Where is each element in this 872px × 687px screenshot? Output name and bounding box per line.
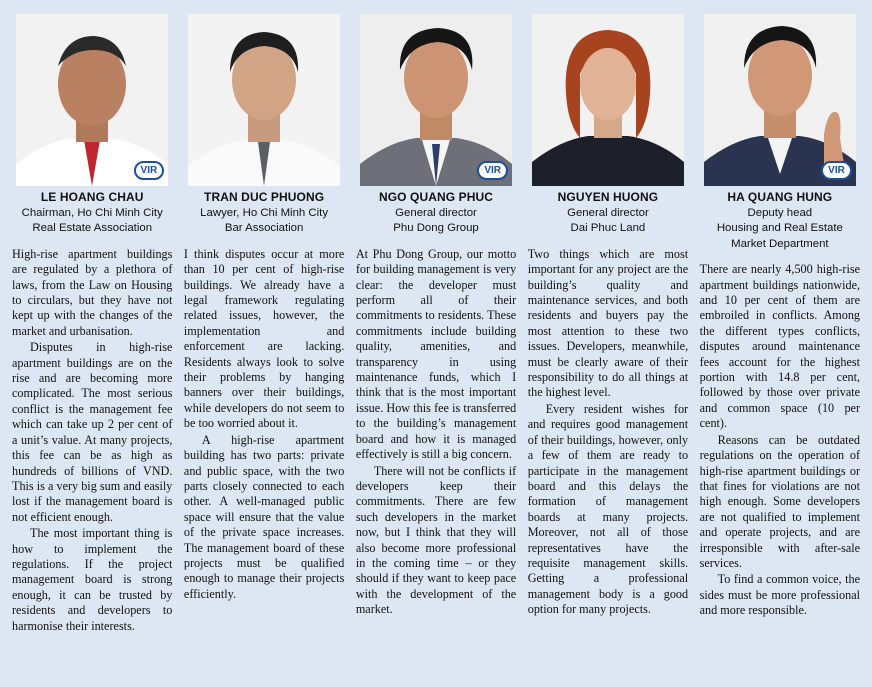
portrait-photo [532, 14, 684, 186]
quote-text: I think disputes occur at more than 10 per cent of high-rise buildings. We already have a legal framework regulating related issues, however, the implementation and enforcement are lacking. Residents always look to solve their problems by hanging banners over their buildings, while developers do not seem to be too worried about it. A high-rise apartment building has two parts: private and public space, with the two parts closely connected to each other. A well-managed public space will ensure that the value of the private space increases. The management board of these projects must be qualified enough to manage their projects efficiently. [183, 246, 345, 601]
mic-flag-label: VIR [134, 161, 165, 180]
portrait-photo [16, 14, 168, 186]
person-name: NGUYEN HUONG [557, 190, 659, 204]
portrait-photo [704, 14, 856, 186]
portrait-photo [188, 14, 340, 186]
profile-column [524, 14, 692, 687]
person-title: General director Dai Phuc Land [567, 207, 649, 235]
profile-column [180, 14, 348, 687]
portrait-photo [360, 14, 512, 186]
quote-text: High-rise apartment buildings are regulated by a plethora of laws, from the Law on Housing to circulars, but they have not kept up with the changes of the market and urbanisation. Disputes in high-rise apartment buildings are on the rise and are becoming more complicated. The most serious conflict is the management fee which can take up 2 per cent of a unit’s value. At many projects, this fee can be as high as hundreds of billions of VND. This is a very big sum and easily lost if the management board is not efficient enough. The most important thing is how to implement the regulations. If the project management board is strong enough, it can be trusted by residents and developers to harmonise their interests. [12, 246, 173, 633]
mic-flag-label: VIR [477, 161, 508, 180]
person-title: Chairman, Ho Chi Minh City Real Estate Association [21, 207, 163, 235]
person-name: NGO QUANG PHUC [378, 190, 494, 204]
profile-column [8, 14, 176, 687]
quote-text: There are nearly 4,500 high-rise apartment buildings nationwide, and 10 per cent of them are embroiled in conflicts. Among the different types conflicts, disputes around maintenance fees account for the highest portion with 14.8 per cent, followed by those over private and common space (10 per cent). Reasons can be outdated regulations on the operation of high-rise apartment buildings or that fines for violations are not high enough. Some developers are not qualified to implement and operate projects, and are irresponsible with after-sale services. To find a common voice, the sides must be more professional and more responsible. [699, 262, 861, 618]
person-name: HA QUANG HUNG [727, 190, 833, 204]
profile-column [352, 14, 520, 687]
person-title: Lawyer, Ho Chi Minh City Bar Association [200, 207, 329, 235]
quote-text: Two things which are most important for any project are the building’s quality and maintenance services, and both residents and buyers pay the most attention to these two issues. Developers, meanwhile, must be clearly aware of their responsibility to do all things at the highest level. Every resident wishes for and requires good management of their buildings, however, only a few of them are ready to participate in the management board and this delays the formation of management boards at many projects. Moreover, not all of those representatives have the requisite management skills. Getting a professional management body is a good option for many projects. [527, 246, 689, 617]
person-title: General director Phu Dong Group [393, 207, 479, 235]
quote-text: At Phu Dong Group, our motto for building management is very clear: the developer must perform all of their commitments to residents. These commitments include building quality, amenities, and transparency in using maintenance funds, which I think that is the most important issue. How this fee is transferred to the building’s management board and how it is managed effectively is still a big concern. There will not be conflicts if developers keep their commitments. There are few such developers in the market now, but I think that they will also become more professional in the coming time – or they should if they want to keep pace with the development of the market. [355, 246, 517, 617]
person-name: LE HOANG CHAU [40, 190, 144, 204]
person-name: TRAN DUC PHUONG [204, 190, 325, 204]
person-title: Deputy head Housing and Real Estate Market Department [716, 207, 843, 250]
profile-column [696, 14, 864, 687]
mic-flag-label: VIR [821, 161, 852, 180]
